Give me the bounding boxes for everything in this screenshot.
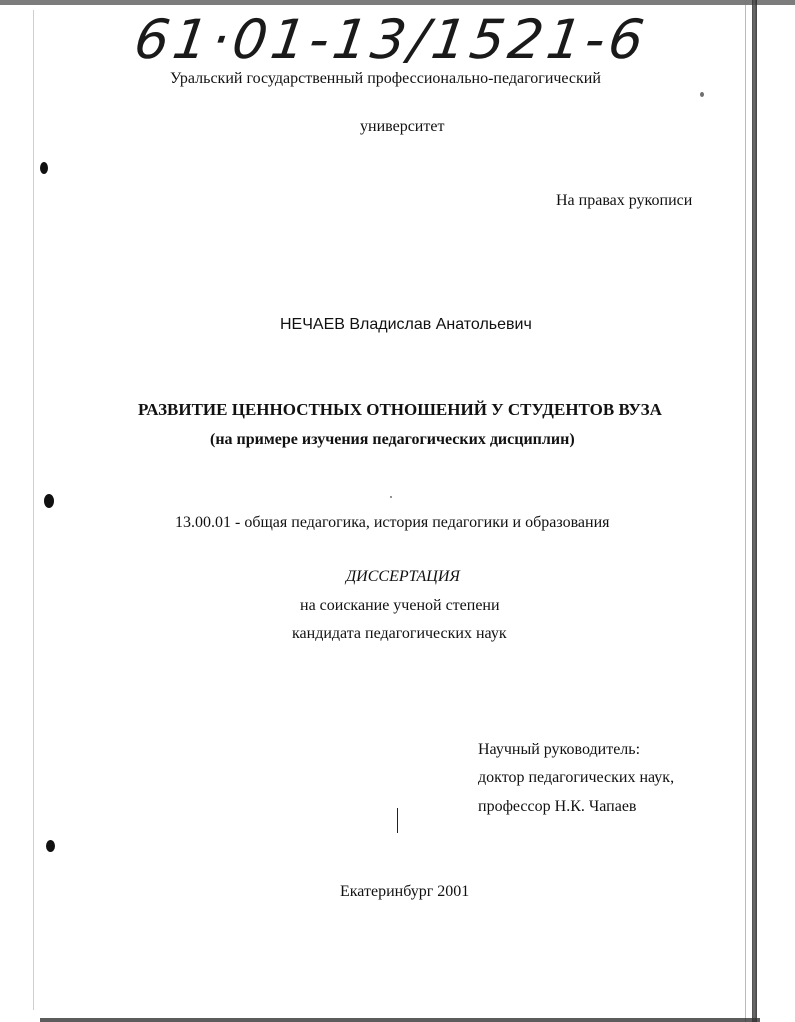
- scan-speck: [40, 162, 48, 174]
- supervisor-label: Научный руководитель:: [478, 741, 641, 758]
- supervisor-name: профессор Н.К. Чапаев: [478, 798, 637, 815]
- rights-note: На правах рукописи: [556, 192, 693, 209]
- scan-right-edge: [752, 0, 757, 1022]
- degree-line1: на соискание ученой степени: [300, 597, 500, 614]
- author-name: НЕЧАЕВ Владислав Анатольевич: [280, 316, 532, 333]
- scan-bottom-edge: [40, 1018, 760, 1022]
- handwritten-archive-number: 61·01-13/1521-6: [130, 8, 652, 71]
- university-name-line1: Уральский государственный профессионально-педагогический: [170, 70, 601, 87]
- dissertation-subtitle: (на примере изучения педагогических дисциплин): [210, 431, 575, 448]
- dissertation-title: РАЗВИТИЕ ЦЕННОСТНЫХ ОТНОШЕНИЙ У СТУДЕНТОВ ВУЗА: [138, 400, 662, 419]
- scan-speck: [700, 92, 704, 97]
- scan-right-edge-line: [745, 0, 746, 1022]
- scan-speck: [46, 840, 55, 852]
- degree-line2: кандидата педагогических наук: [292, 625, 507, 642]
- scan-top-edge: [0, 0, 795, 5]
- scan-speck: [44, 494, 54, 508]
- city-year: Екатеринбург 2001: [340, 883, 470, 900]
- specialty-code: 13.00.01 - общая педагогика, история педагогики и образования: [175, 514, 610, 531]
- supervisor-degree: доктор педагогических наук,: [478, 769, 675, 786]
- scan-speck: [390, 496, 392, 498]
- university-name-line2: университет: [360, 118, 445, 135]
- pencil-mark: [397, 808, 398, 833]
- scan-left-edge: [33, 10, 34, 1010]
- dissertation-label: ДИССЕРТАЦИЯ: [346, 568, 460, 585]
